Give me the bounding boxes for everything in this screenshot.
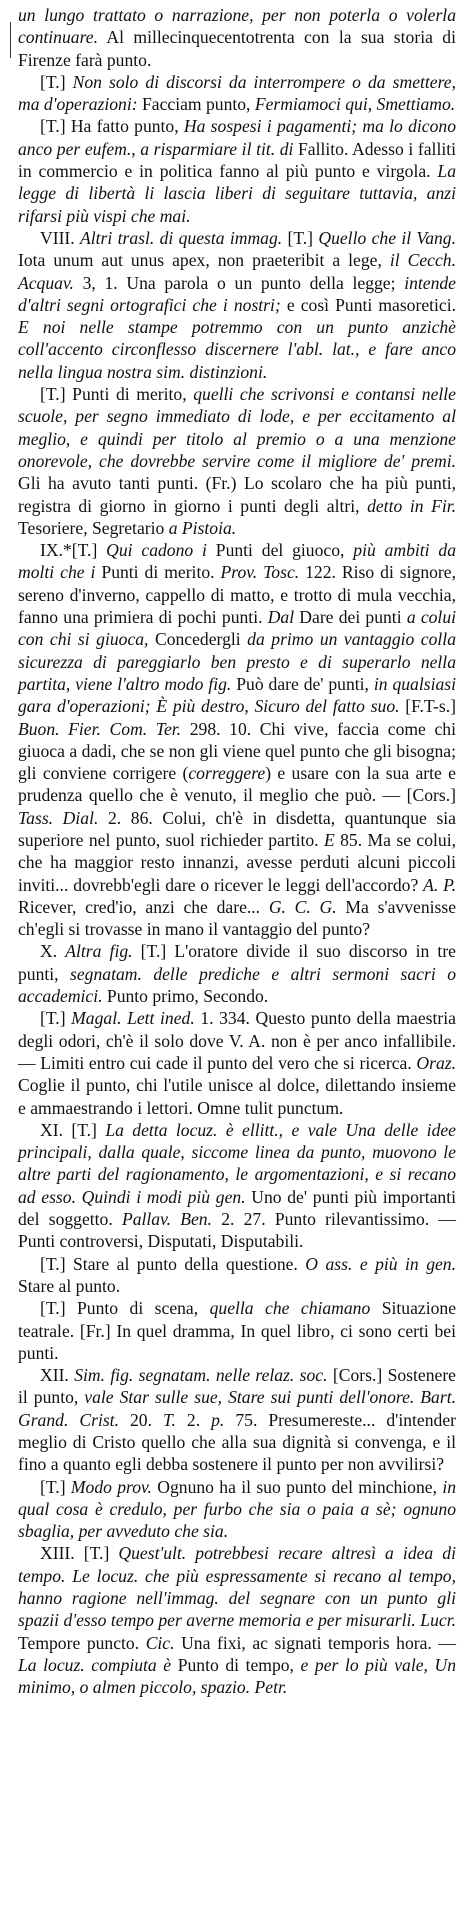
- text-run: Tesoriere, Segretario: [18, 517, 169, 538]
- text-run: [T.]: [40, 71, 73, 92]
- text-run: 1. 334. Questo punto della maestria degli odori, ch'è il solo dove V. A. non è per anco infallibile. — Limiti entro cui cade il punto del vero che si ricerca.: [18, 1008, 456, 1073]
- italic-text-run: La detta locuz. è ellitt., e vale Una delle idee principali, dalla quale, siccome linea da punto, muovono le altre parti del ragionamento, le argomentazioni, e si recano ad esso. Quindi i modi più gen.: [18, 1119, 456, 1207]
- text-run: [T.] Stare al punto della questione.: [40, 1253, 306, 1274]
- text-run: Una fixi, ac signati temporis hora. —: [174, 1632, 456, 1653]
- italic-text-run: Pallav. Ben.: [121, 1209, 212, 1230]
- italic-text-run: Ha sospesi i pagamenti; ma lo dicono anco per eufem., a risparmiare il tit. di: [18, 116, 456, 159]
- italic-text-run: intende d'altri segni ortografici che i nostri;: [18, 272, 456, 315]
- text-run: Punto di tempo,: [171, 1654, 301, 1675]
- entry-paragraph: [18, 1253, 456, 1298]
- text-run: Coglie il punto, chi l'utile unisce al dolce, dilettando insieme e ammaestrando i lettori. Omne tulit punctum.: [18, 1075, 456, 1118]
- text-run: Può dare de' punti,: [231, 673, 374, 694]
- text-run: Punti di merito.: [95, 562, 221, 583]
- text-run: Punto primo, Secondo.: [102, 986, 269, 1007]
- italic-text-run: La legge di libertà li lascia liberi di seguitare tuttavia, anzi rifarsi più vispi che mai.: [18, 161, 456, 226]
- text-run: 3, 1. Una parola o un punto della legge;: [73, 272, 405, 293]
- text-run: Ma s'avvenisse ch'egli si trovasse in mano il vantaggio del punto?: [18, 896, 457, 940]
- text-run: XI. [T.]: [40, 1119, 106, 1140]
- italic-text-run: T.: [163, 1409, 176, 1430]
- italic-text-run: p.: [211, 1409, 225, 1430]
- margin-rule: [10, 22, 11, 58]
- italic-text-run: G. C. G.: [268, 896, 337, 917]
- text-run: [T.]: [40, 1008, 72, 1029]
- entry-paragraph: [18, 71, 456, 116]
- dictionary-entry-text: [18, 4, 456, 1699]
- text-run: 122. Riso di signore, sereno d'inverno, cappello di matto, e trotto di mula vecchia, fanno una primiera di pochi punti.: [18, 562, 456, 628]
- italic-text-run: a colui con chi si giuoca,: [18, 607, 457, 650]
- italic-text-run: da primo un vantaggio colla sicurezza di pareggiarlo ben presto e di superarlo nella partita, viene l'altro modo fig.: [18, 629, 456, 694]
- text-run: Tempore puncto.: [18, 1632, 146, 1653]
- italic-text-run: Quello che il Vang.: [318, 227, 457, 248]
- italic-text-run: correggere: [188, 763, 266, 784]
- text-run: Stare al punto.: [18, 1275, 121, 1296]
- text-run: 85. Ma se colui, che ha maggior resto innanzi, avesse perduti alcuni piccoli inviti... dovrebb'egli dare o ricever le leggi dell'accordo?: [18, 829, 456, 895]
- text-run: XII.: [40, 1365, 75, 1386]
- italic-text-run: quella che chiamano: [209, 1298, 371, 1319]
- text-run: [Cors.] Sostenere il punto,: [18, 1365, 456, 1408]
- text-run: ) e usare con la sua arte e prudenza quello che è venuto, il meglio che può. — [Cors.]: [18, 763, 456, 806]
- text-run: Gli ha avuto tanti punti. (Fr.) Lo scolaro che ha più punti, registra di giorno in giorno i punti degli altri,: [18, 473, 456, 516]
- italic-text-run: segnatam. delle prediche e altri sermoni sacri o accademici.: [18, 963, 456, 1007]
- italic-text-run: Dal: [267, 607, 295, 628]
- text-run: IX.*[T.]: [40, 540, 107, 561]
- italic-text-run: La locuz. compiuta è: [18, 1654, 172, 1675]
- text-run: Uno de' punti più importanti del soggetto.: [18, 1186, 456, 1230]
- italic-text-run: Magal. Lett ined.: [71, 1008, 195, 1029]
- italic-text-run: più ambiti da molti che i: [18, 540, 456, 583]
- entry-paragraph: [18, 1364, 456, 1475]
- italic-text-run: Cic.: [145, 1632, 175, 1653]
- italic-text-run: e per lo più vale, Un minimo, o almen piccolo, spazio. Petr.: [18, 1654, 457, 1698]
- italic-text-run: Fermiamoci qui, Smettiamo.: [254, 94, 456, 115]
- entry-paragraph: [18, 383, 456, 539]
- italic-text-run: Tass. Dial.: [18, 807, 99, 828]
- italic-text-run: E noi nelle stampe potremmo con un punto anzichè coll'accento circonflesso discernere l'abl. lat., e fare anco nella lingua nostra sim. distinzioni.: [18, 317, 456, 382]
- italic-text-run: in qual cosa è credulo, per furbo che sia o paia a sè; ognuno sbaglia, per avveduto che sia.: [18, 1476, 456, 1542]
- entry-paragraph: [18, 115, 456, 226]
- italic-text-run: Prov. Tosc.: [220, 562, 300, 583]
- italic-text-run: Altra fig.: [65, 941, 133, 962]
- entry-paragraph: [18, 539, 456, 940]
- text-run: Ognuno ha il suo punto del minchione,: [151, 1476, 443, 1497]
- text-run: Punti del giuoco,: [206, 540, 354, 561]
- italic-text-run: in qualsiasi gara d'operazioni; È più destro, Sicuro del fatto suo.: [18, 673, 456, 717]
- text-run: Al millecinquecentotrenta con la sua storia di Firenze farà punto.: [18, 27, 456, 70]
- text-run: [T.] Ha fatto punto,: [40, 116, 184, 137]
- text-run: Dare dei punti: [294, 607, 407, 628]
- text-run: XIII. [T.]: [40, 1543, 119, 1564]
- text-run: e così Punti masoretici.: [280, 294, 457, 315]
- text-run: 2. 86. Colui, ch'è in disdetta, quantunque sia superiore nel punto, suol richieder partito.: [18, 807, 456, 850]
- italic-text-run: a Pistoia.: [168, 517, 237, 538]
- italic-text-run: Non solo di discorsi da interrompere o da smettere, ma d'operazioni:: [18, 71, 456, 115]
- entry-paragraph: [18, 1297, 456, 1364]
- italic-text-run: detto in Fir.: [367, 495, 457, 516]
- italic-text-run: Altri trasl. di questa immag.: [80, 227, 283, 248]
- text-run: 20.: [118, 1409, 163, 1430]
- italic-text-run: il Cecch. Acquav.: [18, 250, 456, 293]
- text-run: [T.] Punto di scena,: [40, 1298, 210, 1319]
- text-run: 75. Presumereste... d'intender meglio di Cristo quello che alla sua dignità si convenga, e il fino a quanto egli debba sostenere il punto per non avvilirsi?: [18, 1409, 456, 1475]
- italic-text-run: quelli che scrivonsi e contansi nelle scuole, per segno immediato di lode, e per eccitamento al meglio, e quindi per titolo al premio o a una menzione onorevole, che dovrebbe servire come il migliore de' premi.: [18, 384, 456, 471]
- entry-paragraph: [18, 1007, 456, 1118]
- entry-paragraph: [18, 940, 456, 1007]
- italic-text-run: un lungo trattato o narrazione, per non poterla o volerla continuare.: [18, 5, 456, 48]
- text-run: Concedergli: [148, 629, 248, 650]
- text-run: [T.]: [40, 1476, 71, 1497]
- text-run: X.: [40, 941, 66, 962]
- text-run: 298. 10. Chi vive, faccia come chi giuoca a dadi, che se non gli viene quel punto che gli bisogna; gli conviene corrigere (: [18, 718, 456, 784]
- text-run: Facciam punto,: [137, 94, 255, 115]
- text-run: 2. 27. Punto rilevantissimo. — Punti controversi, Disputati, Disputabili.: [18, 1209, 457, 1252]
- entry-paragraph: [18, 1476, 456, 1543]
- text-run: 2.: [175, 1409, 212, 1430]
- italic-text-run: Oraz.: [416, 1052, 456, 1073]
- text-run: Ricever, cred'io, anzi che dare...: [18, 896, 269, 917]
- text-run: Iota unum aut unus apex, non praeteribit a lege,: [18, 250, 390, 271]
- entry-paragraph: [18, 1119, 456, 1253]
- text-run: [T.] Punti di merito,: [40, 384, 194, 405]
- entry-paragraph: [18, 1542, 456, 1698]
- italic-text-run: Quest'ult. potrebbesi recare altresì a idea di tempo. Le locuz. che più espressamente si recano al tempo, hanno ragione nell'immag. del segnare con un punto gli spazii d'esso tempo per averne memoria e per misurarli. Lucr.: [18, 1543, 456, 1631]
- italic-text-run: E: [323, 829, 335, 850]
- italic-text-run: Sim. fig. segnatam. nelle relaz. soc.: [74, 1365, 328, 1386]
- text-run: [F.T-s.]: [399, 696, 456, 717]
- italic-text-run: A. P.: [423, 874, 457, 895]
- text-run: [T.] L'oratore divide il suo discorso in tre punti,: [18, 941, 456, 984]
- entry-paragraph: [18, 227, 456, 383]
- entry-paragraph: [18, 4, 456, 71]
- text-run: Fallito. Adesso i falliti in commercio e in politica fanno al più punto e virgola.: [18, 138, 457, 182]
- italic-text-run: O ass. e più in gen.: [305, 1253, 456, 1274]
- text-run: VIII.: [40, 227, 81, 248]
- italic-text-run: vale Star sulle sue, Stare sui punti dell'onore. Bart. Grand. Crist.: [18, 1387, 456, 1430]
- text-run: Situazione teatrale. [Fr.] In quel dramma, In quel libro, ci sono certi bei punti.: [18, 1298, 456, 1363]
- italic-text-run: Modo prov.: [70, 1476, 152, 1497]
- italic-text-run: Buon. Fier. Com. Ter.: [18, 718, 182, 739]
- italic-text-run: Qui cadono i: [106, 540, 207, 561]
- text-run: [T.]: [282, 227, 319, 248]
